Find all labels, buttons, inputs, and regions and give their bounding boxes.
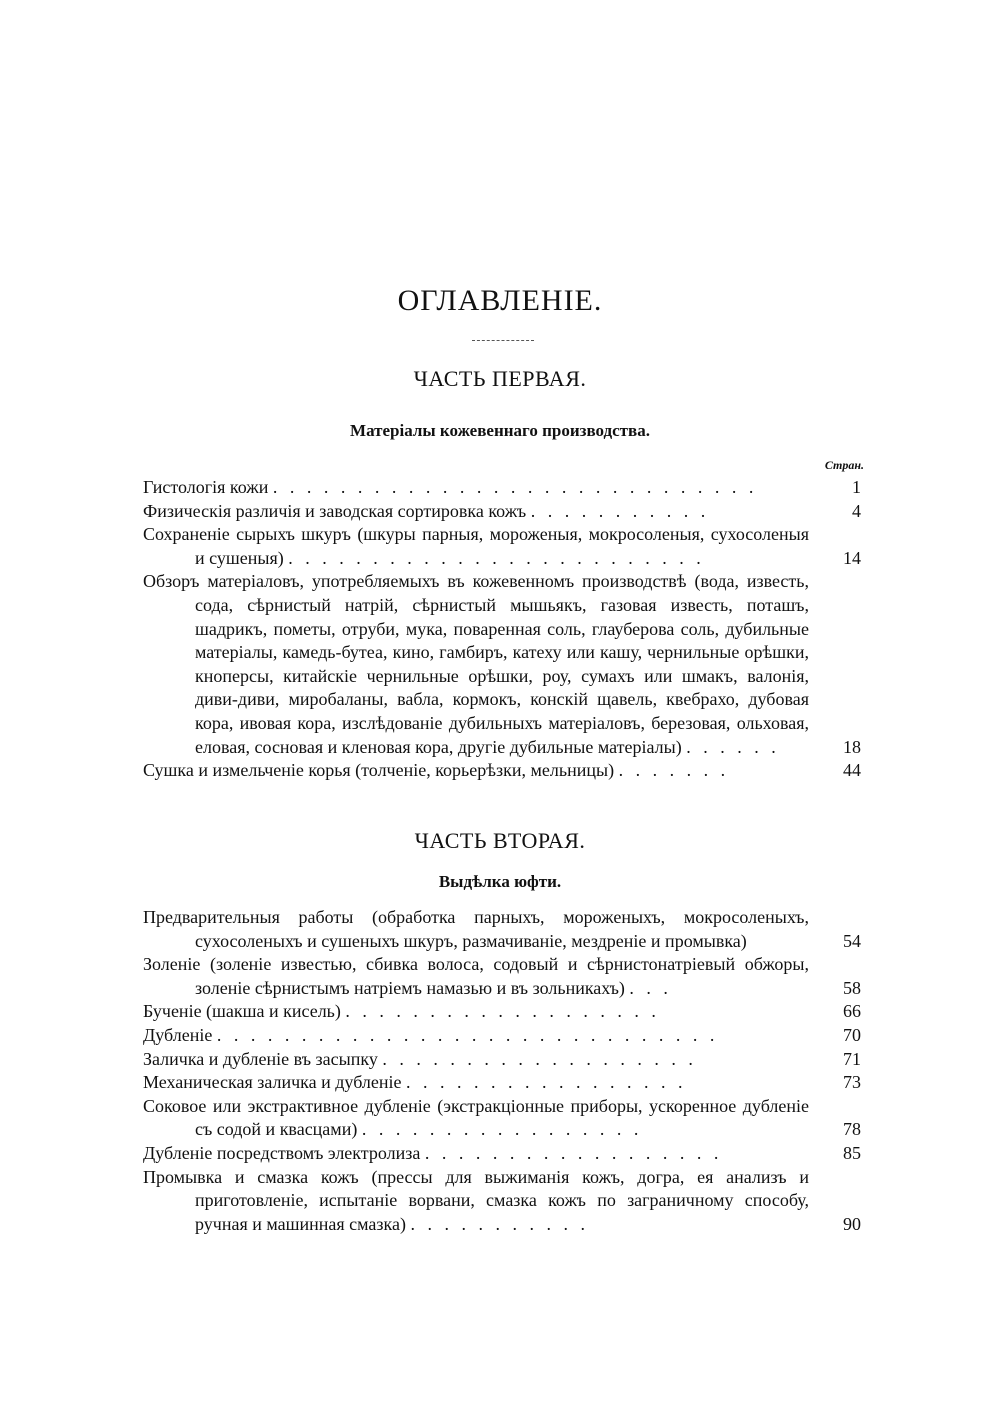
- toc-page-number: 54: [843, 930, 861, 951]
- toc-entry: Заличка и дубленiе въ засыпку . . . . . . . . . . . . . . . . . . . 71: [143, 1048, 861, 1072]
- toc-entry: Сушка и измельченiе корья (толченiе, корьерѣзки, мельницы) . . . . . . . 44: [143, 759, 861, 783]
- toc-page-number: 73: [843, 1072, 861, 1093]
- page-column-label: Стран.: [824, 458, 864, 472]
- part-one-section-title: Матерiалы кожевеннаго производства.: [350, 421, 650, 440]
- toc-page-number: 44: [843, 760, 861, 781]
- toc-entry: Бученiе (шакша и кисель) . . . . . . . . . . . . . . . . . . . 66: [143, 1000, 861, 1024]
- toc-entry: Гистологiя кожи . . . . . . . . . . . . . . . . . . . . . . . . . . . . . 1: [143, 476, 861, 500]
- toc-entry: Сохраненiе сырыхъ шкуръ (шкуры парныя, мороженыя, мокросоленыя, сухосоленыя и сушеныя) . . . . . . . . . . . . . . . . . . . . . . . . . 14: [143, 523, 861, 570]
- toc-part-one: [143, 476, 861, 783]
- toc-entry: Дубленiе . . . . . . . . . . . . . . . . . . . . . . . . . . . . . . 70: [143, 1024, 861, 1048]
- part-two-heading: ЧАСТЬ ВТОРАЯ.: [414, 828, 586, 853]
- page-title: ОГЛАВЛЕНIЕ.: [397, 284, 603, 317]
- toc-entry: Физическiя различiя и заводская сортировка кожъ . . . . . . . . . . . 4: [143, 500, 861, 524]
- title-divider: [472, 340, 534, 341]
- toc-page-number: 71: [843, 1048, 861, 1069]
- toc-entry: Механическая заличка и дубленiе . . . . . . . . . . . . . . . . . 73: [143, 1071, 861, 1095]
- part-one-heading: ЧАСТЬ ПЕРВАЯ.: [413, 366, 587, 391]
- toc-entry: Дубленiе посредствомъ электролиза . . . . . . . . . . . . . . . . . . 85: [143, 1142, 861, 1166]
- toc-page-number: 85: [843, 1142, 861, 1163]
- toc-entry: Предварительныя работы (обработка парныхъ, мороженыхъ, мокросоленыхъ, сухосоленыхъ и сушеныхъ шкуръ, размачиванiе, мездренiе и промывка) 54: [143, 906, 861, 953]
- toc-page-number: 1: [852, 477, 861, 497]
- toc-page-number: 70: [843, 1024, 861, 1045]
- part-two-section-title: Выдѣлка юфти.: [438, 872, 562, 891]
- toc-page-number: 14: [843, 547, 861, 568]
- toc-entry: Промывка и смазка кожъ (прессы для выжиманiя кожъ, догра, ея анализъ и приготовленiе, испытанiе ворвани, смазка кожъ по заграничному способу, ручная и машинная смазка) . . . . . . . . . . . 90: [143, 1166, 861, 1237]
- toc-entry: Соковое или экстрактивное дубленiе (экстракцiонные приборы, ускоренное дубленiе съ содой и квасцами) . . . . . . . . . . . . . . . . . 78: [143, 1095, 861, 1142]
- toc-page-number: 78: [843, 1119, 861, 1140]
- toc-page-number: 58: [843, 977, 861, 998]
- toc-page-number: 90: [843, 1213, 861, 1234]
- toc-page-number: 66: [843, 1001, 861, 1022]
- toc-entry: Обзоръ матерiаловъ, употребляемыхъ въ кожевенномъ производствѣ (вода, известь, сода, сѣрнистый натрiй, сѣрнистый мышьякъ, газовая известь, поташъ, шадрикъ, пометы, отруби, мука, поваренная соль, глауберова соль, дубильные матерiалы, камедь-бутеа, кино, гамбиръ, катеху или кашу, чернильные орѣшки, кноперсы, китайскiе чернильные орѣшки, роу, сумахъ или шмакъ, валонiя, диви-диви, миробаланы, вабла, кормокъ, конскiй щавель, квебрахо, дубовая кора, ивовая кора, изслѣдованiе дубильныхъ матерiаловъ, березовая, ольховая, еловая, сосновая и кленовая кора, другiе дубильные матерiалы) . . . . . . 18: [143, 570, 861, 759]
- toc-part-two: [143, 906, 861, 1236]
- toc-page-number: 18: [843, 736, 861, 757]
- toc-page-number: 4: [852, 500, 861, 521]
- toc-entry: Золенiе (золенiе известью, сбивка волоса, содовый и сѣрнистонатрiевый обжоры, золенiе сѣрнистымъ натрiемъ намазью и въ зольникахъ) . . . 58: [143, 953, 861, 1000]
